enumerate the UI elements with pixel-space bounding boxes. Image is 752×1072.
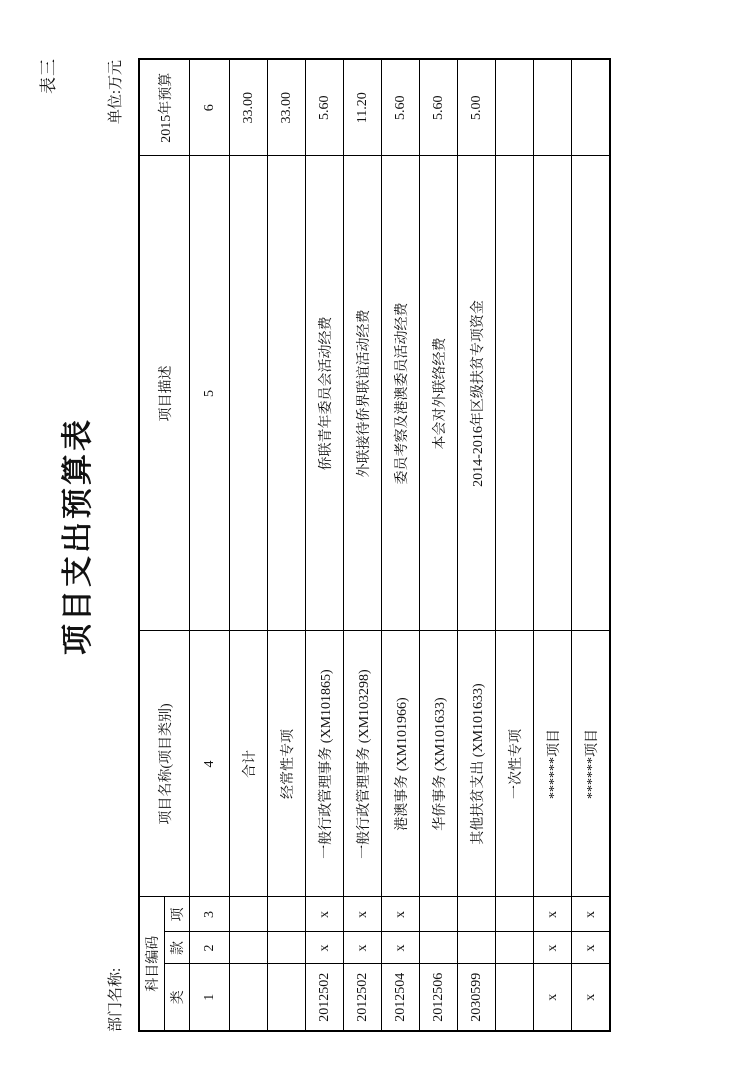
code-section-cell [420,932,458,964]
project-desc-header: 项目描述 [139,156,190,631]
code-class-cell: 2012506 [420,964,458,1031]
project-desc-cell: 外联接待侨界联谊活动经费 [344,156,382,631]
code-item-cell: x [382,897,420,932]
header-row-labels [139,59,165,1031]
code-class-cell: 2012502 [344,964,382,1031]
code-section-cell: x [306,932,344,964]
column-number-5: 5 [190,156,230,631]
project-desc-cell [268,156,306,631]
code-item-cell [496,897,534,932]
code-item-cell: x [344,897,382,932]
code-class-cell: x [534,964,572,1031]
table-row [344,59,382,1031]
project-desc-cell: 2014-2016年区级扶贫专项资金 [458,156,496,631]
table-row [496,59,534,1031]
project-name-cell: 其他扶贫支出 (XM101633) [458,631,496,897]
project-desc-cell: 委员考察及港澳委员活动经费 [382,156,420,631]
code-class-header: 类 [165,964,190,1031]
project-name-header: 项目名称(项目类别) [139,631,190,897]
code-class-cell [268,964,306,1031]
project-name-cell: 一般行政管理事务 (XM101865) [306,631,344,897]
project-name-cell: ******项目 [534,631,572,897]
code-item-cell [458,897,496,932]
budget-cell: 11.20 [344,59,382,156]
project-desc-cell: 本会对外联络经费 [420,156,458,631]
code-item-cell: x [306,897,344,932]
code-item-header: 项 [165,897,190,932]
project-name-cell: 经常性专项 [268,631,306,897]
project-name-cell: 一般行政管理事务 (XM103298) [344,631,382,897]
subject-code-header: 科目编码 [139,897,165,1031]
budget-2015-header: 2015年预算 [139,59,190,156]
budget-cell: 5.60 [306,59,344,156]
table-row [382,59,420,1031]
code-class-cell: x [572,964,611,1031]
budget-cell [534,59,572,156]
table-row [458,59,496,1031]
code-section-cell [496,932,534,964]
column-number-1: 1 [190,964,230,1031]
code-class-cell [496,964,534,1031]
budget-cell: 33.00 [230,59,268,156]
table-row [306,59,344,1031]
column-number-4: 4 [190,631,230,897]
code-section-header: 款 [165,932,190,964]
code-section-cell: x [344,932,382,964]
budget-cell: 5.60 [420,59,458,156]
table-row [534,59,572,1031]
project-name-cell: 港澳事务 (XM101966) [382,631,420,897]
code-class-cell [230,964,268,1031]
project-name-cell: ******项目 [572,631,611,897]
budget-cell: 33.00 [268,59,306,156]
code-item-cell [230,897,268,932]
column-number-3: 3 [190,897,230,932]
project-desc-cell [534,156,572,631]
code-section-cell [268,932,306,964]
code-section-cell: x [382,932,420,964]
project-desc-cell: 侨联青年委员会活动经费 [306,156,344,631]
unit-label: 单位:万元 [108,60,124,125]
budget-cell: 5.60 [382,59,420,156]
meta-row [104,60,125,1032]
header-row-numbers [190,59,230,1031]
project-name-cell: 合计 [230,631,268,897]
code-section-cell [230,932,268,964]
table-row [268,59,306,1031]
table-row [572,59,611,1031]
table-row [420,59,458,1031]
code-class-cell: 2012502 [306,964,344,1031]
budget-cell [572,59,611,156]
code-section-cell: x [572,932,611,964]
table-row [230,59,268,1031]
column-number-6: 6 [190,59,230,156]
project-desc-cell [230,156,268,631]
project-name-cell: 一次性专项 [496,631,534,897]
table-body [230,59,611,1031]
project-desc-cell [496,156,534,631]
budget-table [138,58,611,1032]
page-title: 项目支出预算表 [60,417,95,655]
project-name-cell: 华侨事务 (XM101633) [420,631,458,897]
code-item-cell: x [534,897,572,932]
project-desc-cell [572,156,611,631]
corner-label: 表三 [39,58,58,94]
column-number-2: 2 [190,932,230,964]
code-class-cell: 2030599 [458,964,496,1031]
code-section-cell [458,932,496,964]
code-item-cell [420,897,458,932]
table-header [139,59,230,1031]
code-item-cell [268,897,306,932]
code-class-cell: 2012504 [382,964,420,1031]
department-name-label: 部门名称: [108,967,124,1032]
budget-cell [496,59,534,156]
budget-cell: 5.00 [458,59,496,156]
code-item-cell: x [572,897,611,932]
code-section-cell: x [534,932,572,964]
